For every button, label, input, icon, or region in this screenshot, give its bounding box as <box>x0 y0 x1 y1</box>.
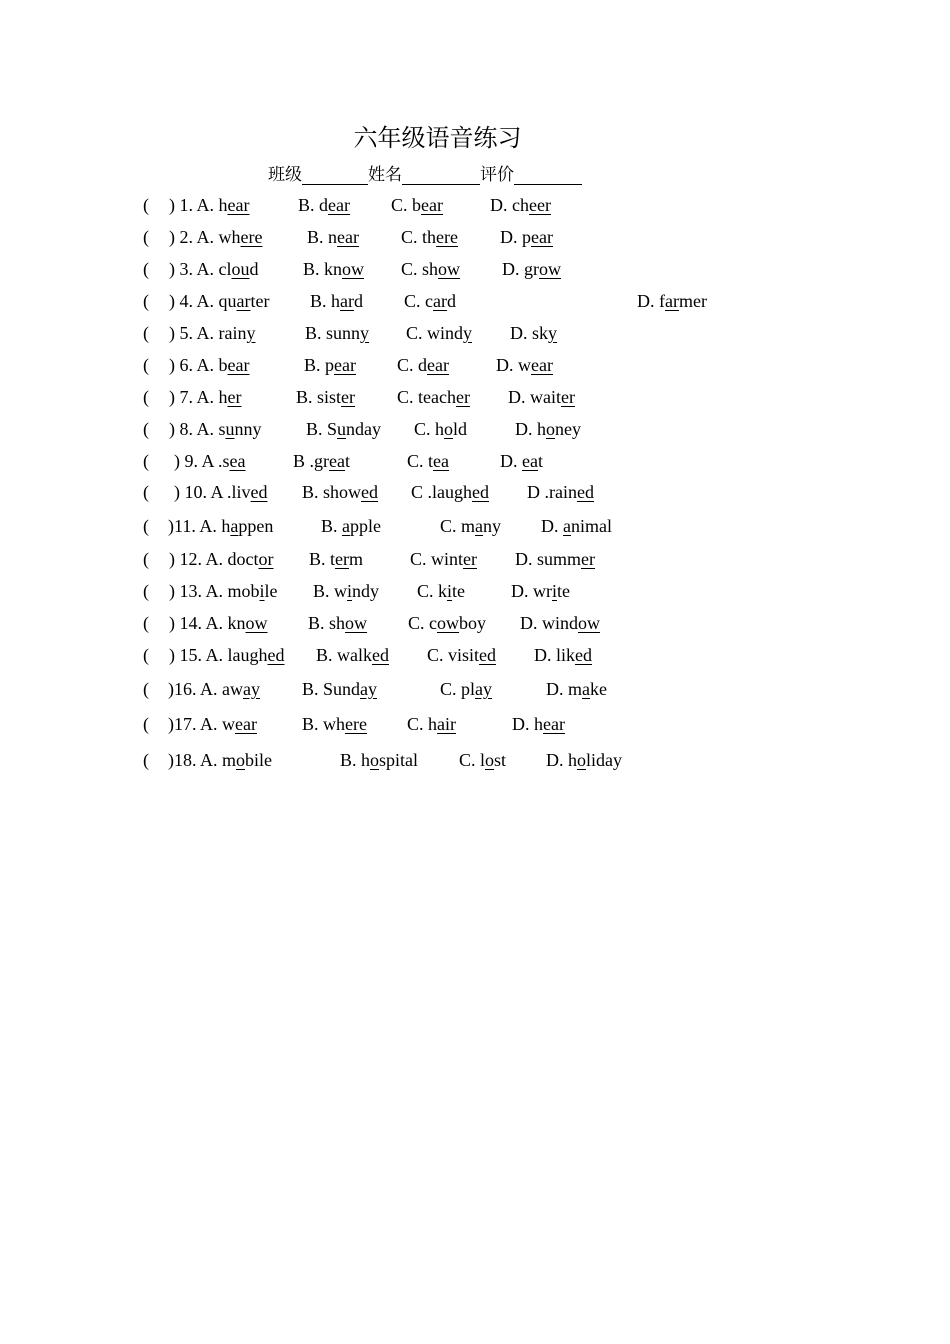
option-d: D. honey <box>515 419 581 439</box>
option-a: quarter <box>218 291 270 311</box>
option-label: D. <box>541 516 563 536</box>
option-label: B. <box>302 679 324 699</box>
option-label: B. <box>321 516 343 536</box>
option-c: C. many <box>440 516 502 536</box>
option-a: where <box>218 227 263 247</box>
option-c: C. bear <box>391 195 443 215</box>
question-number: ) 7. A. her <box>169 387 242 407</box>
question-number: )17. A. wear <box>168 714 257 734</box>
option-label: D. <box>515 549 537 569</box>
option-label: C. <box>410 549 432 569</box>
option-c: C. card <box>404 291 456 311</box>
option-label: B. <box>307 227 329 247</box>
option-label: B. <box>313 581 335 601</box>
option-label: D. <box>546 750 568 770</box>
question-number: ) 10. A .lived <box>174 482 268 502</box>
question-row <box>0 645 950 673</box>
option-c: C. dear <box>397 355 449 375</box>
question-row <box>0 750 950 778</box>
option-a: happen <box>221 516 274 536</box>
question-number: ) 2. A. where <box>169 227 263 247</box>
question-number: ) 3. A. cloud <box>169 259 259 279</box>
option-a: wear <box>222 714 257 734</box>
option-c: C. hair <box>407 714 456 734</box>
option-label: C. <box>407 714 429 734</box>
option-d: D. animal <box>541 516 612 536</box>
question-number: ) 5. A. rainy <box>169 323 256 343</box>
answer-paren[interactable]: ( <box>143 613 149 633</box>
option-a: doctor <box>227 549 274 569</box>
option-a: bear <box>218 355 250 375</box>
answer-paren[interactable]: ( <box>143 482 149 502</box>
option-a: laughed <box>227 645 285 665</box>
option-c: C. hold <box>414 419 468 439</box>
option-d: D .rained <box>527 482 594 502</box>
question-number: ) 15. A. laughed <box>169 645 285 665</box>
option-label: C. <box>407 451 429 471</box>
question-row <box>0 549 950 577</box>
question-number: )16. A. away <box>168 679 260 699</box>
question-number: ) 6. A. bear <box>169 355 250 375</box>
question-number: ) 14. A. know <box>169 613 268 633</box>
option-label: D. <box>502 259 524 279</box>
option-c: C. visited <box>427 645 497 665</box>
option-label: B. <box>304 355 326 375</box>
option-d: D. hear <box>512 714 565 734</box>
worksheet-title: 六年级语音练习 <box>353 124 522 152</box>
question-number: ) 8. A. sunny <box>169 419 262 439</box>
answer-paren[interactable]: ( <box>143 387 149 407</box>
option-d: D. summer <box>515 549 595 569</box>
option-a: cloud <box>218 259 259 279</box>
option-label: B. <box>305 323 327 343</box>
option-a: away <box>222 679 260 699</box>
option-label: B . <box>293 451 315 471</box>
option-b: B .great <box>293 451 351 471</box>
option-b: B. pear <box>304 355 356 375</box>
option-b: B. hard <box>310 291 363 311</box>
answer-paren[interactable]: ( <box>143 750 149 770</box>
option-label: C. <box>404 291 426 311</box>
option-label: B. <box>310 291 332 311</box>
option-label: C. <box>401 259 423 279</box>
question-number: ) 9. A .sea <box>174 451 246 471</box>
option-a: mobile <box>227 581 278 601</box>
question-row <box>0 451 950 479</box>
option-b: B. near <box>307 227 359 247</box>
option-d: D. waiter <box>508 387 575 407</box>
option-a: know <box>227 613 268 633</box>
option-label: C. <box>408 613 430 633</box>
option-b: B. apple <box>321 516 382 536</box>
option-b: B. walked <box>316 645 390 665</box>
option-label: B. <box>303 259 325 279</box>
option-b: B. where <box>302 714 367 734</box>
option-label: B. <box>302 482 324 502</box>
option-c: C. teacher <box>397 387 470 407</box>
option-label: D. <box>510 323 532 343</box>
option-a: mobile <box>222 750 273 770</box>
option-label: C. <box>391 195 413 215</box>
answer-paren[interactable]: ( <box>143 227 149 247</box>
option-label: C. <box>440 516 462 536</box>
option-label: C. <box>417 581 439 601</box>
option-d: D. farmer <box>637 291 707 311</box>
option-label: C. <box>397 355 419 375</box>
option-d: D. write <box>511 581 571 601</box>
class-label: 班级 <box>268 165 302 185</box>
question-row <box>0 419 950 447</box>
option-b: B. windy <box>313 581 380 601</box>
option-label: D. <box>534 645 556 665</box>
option-label: D. <box>511 581 533 601</box>
option-c: C. tea <box>407 451 450 471</box>
grade-label: 评价 <box>480 165 514 185</box>
option-a: hear <box>218 195 250 215</box>
answer-paren[interactable]: ( <box>143 323 149 343</box>
answer-paren[interactable]: ( <box>143 419 149 439</box>
question-number: ) 12. A. doctor <box>169 549 274 569</box>
question-row <box>0 259 950 287</box>
option-label: B. <box>296 387 318 407</box>
option-c: C. kite <box>417 581 466 601</box>
option-d: D. window <box>520 613 600 633</box>
option-c: C. cowboy <box>408 613 487 633</box>
answer-paren[interactable]: ( <box>143 451 149 471</box>
question-row <box>0 581 950 609</box>
answer-paren[interactable]: ( <box>143 645 149 665</box>
option-a: sunny <box>218 419 262 439</box>
option-c: C. show <box>401 259 461 279</box>
option-label: C. <box>406 323 428 343</box>
option-d: D. eat <box>500 451 543 471</box>
option-b: B. Sunday <box>306 419 382 439</box>
option-d: D. grow <box>502 259 561 279</box>
option-a: rainy <box>218 323 256 343</box>
question-number: )18. A. mobile <box>168 750 273 770</box>
option-label: C. <box>397 387 419 407</box>
option-d: D. holiday <box>546 750 622 770</box>
option-label: B. <box>340 750 362 770</box>
option-b: B. show <box>308 613 368 633</box>
option-b: B. term <box>309 549 364 569</box>
question-row <box>0 482 950 510</box>
option-label: C . <box>411 482 433 502</box>
option-label: D. <box>490 195 512 215</box>
option-label: D. <box>508 387 530 407</box>
option-label: B. <box>316 645 338 665</box>
option-d: D. wear <box>496 355 553 375</box>
answer-paren[interactable]: ( <box>143 195 149 215</box>
answer-paren[interactable]: ( <box>143 355 149 375</box>
question-number: ) 4. A. quarter <box>169 291 270 311</box>
option-c: C. play <box>440 679 493 699</box>
option-label: C. <box>459 750 481 770</box>
option-b: B. hospital <box>340 750 419 770</box>
answer-paren[interactable]: ( <box>143 516 149 536</box>
question-number: ) 13. A. mobile <box>169 581 278 601</box>
option-label: B. <box>309 549 331 569</box>
question-number: )11. A. happen <box>168 516 274 536</box>
option-d: D. sky <box>510 323 558 343</box>
option-label: C. <box>401 227 423 247</box>
option-label: D. <box>500 227 522 247</box>
option-a: her <box>218 387 242 407</box>
answer-paren[interactable]: ( <box>143 259 149 279</box>
answer-paren[interactable]: ( <box>143 679 149 699</box>
option-b: B. sunny <box>305 323 370 343</box>
option-b: B. know <box>303 259 365 279</box>
question-row <box>0 195 950 223</box>
option-label: C. <box>414 419 436 439</box>
question-row <box>0 323 950 351</box>
option-label: B. <box>302 714 324 734</box>
option-label: B. <box>308 613 330 633</box>
option-label: D. <box>515 419 537 439</box>
option-d: D. liked <box>534 645 593 665</box>
option-d: D. pear <box>500 227 553 247</box>
option-label: D. <box>520 613 542 633</box>
question-row <box>0 679 950 707</box>
option-c: C .laughed <box>411 482 490 502</box>
option-d: D. make <box>546 679 608 699</box>
question-row <box>0 516 950 544</box>
option-label: D. <box>500 451 522 471</box>
question-row <box>0 355 950 383</box>
question-number: ) 1. A. hear <box>169 195 250 215</box>
class-blank[interactable] <box>302 164 368 185</box>
option-c: C. there <box>401 227 459 247</box>
option-b: B. dear <box>298 195 350 215</box>
option-d: D. cheer <box>490 195 551 215</box>
name-blank[interactable] <box>402 164 480 185</box>
question-row <box>0 227 950 255</box>
name-label: 姓名 <box>368 165 402 185</box>
answer-paren[interactable]: ( <box>143 714 149 734</box>
answer-paren[interactable]: ( <box>143 291 149 311</box>
answer-paren[interactable]: ( <box>143 581 149 601</box>
question-row <box>0 291 950 319</box>
option-label: B. <box>306 419 328 439</box>
question-row <box>0 613 950 641</box>
option-c: C. windy <box>406 323 473 343</box>
option-label: D . <box>527 482 549 502</box>
question-row <box>0 387 950 415</box>
grade-blank[interactable] <box>514 164 582 185</box>
option-label: D. <box>496 355 518 375</box>
question-row <box>0 714 950 742</box>
option-b: B. sister <box>296 387 356 407</box>
option-c: C. lost <box>459 750 507 770</box>
option-label: B. <box>298 195 320 215</box>
option-label: C. <box>440 679 462 699</box>
option-b: B. showed <box>302 482 379 502</box>
option-b: B. Sunday <box>302 679 378 699</box>
student-info-line <box>268 160 582 186</box>
answer-paren[interactable]: ( <box>143 549 149 569</box>
option-c: C. winter <box>410 549 478 569</box>
option-label: D. <box>637 291 659 311</box>
option-label: D. <box>512 714 534 734</box>
option-a: lived <box>231 482 268 502</box>
option-a: sea <box>222 451 246 471</box>
option-label: C. <box>427 645 449 665</box>
option-label: D. <box>546 679 568 699</box>
